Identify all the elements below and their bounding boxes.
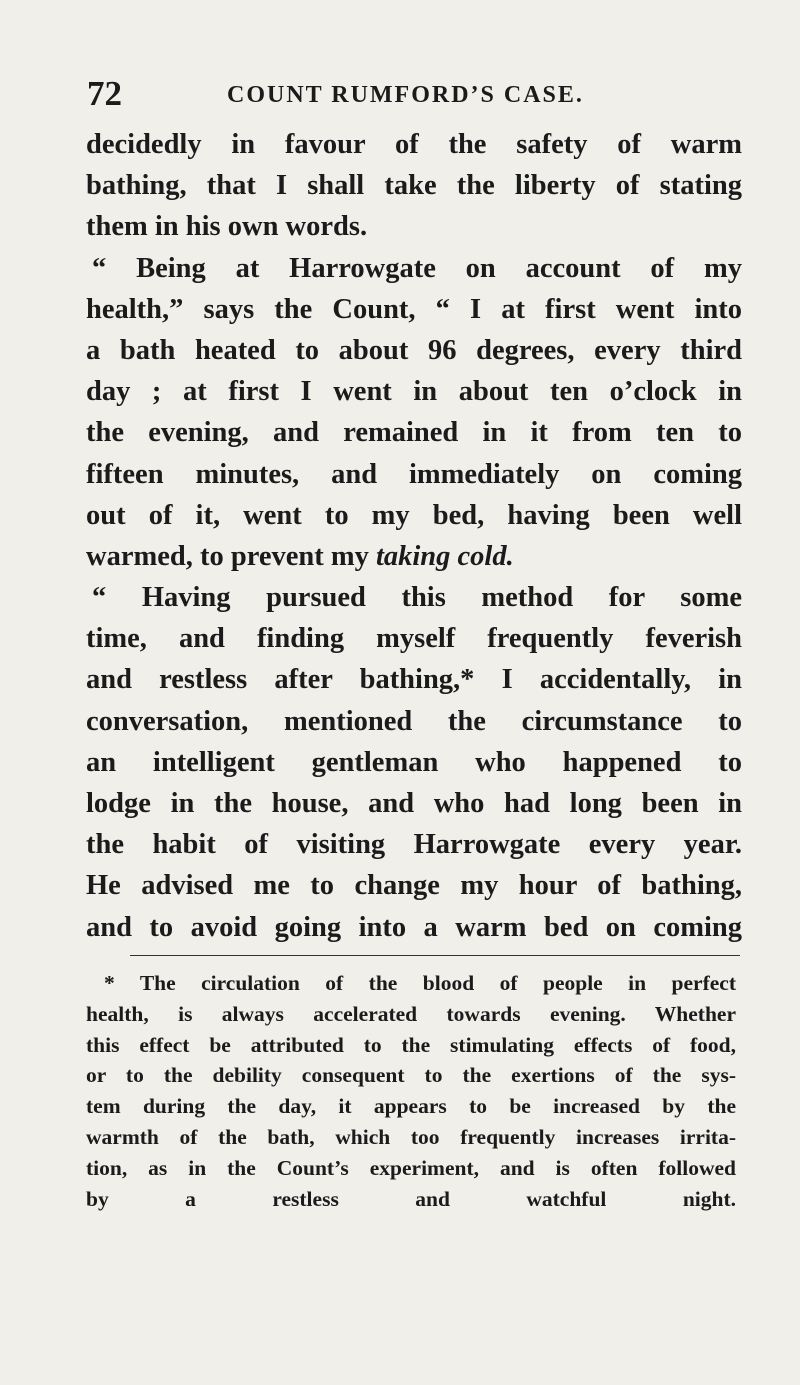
footnote-line: by a restless and watchful night. — [86, 1186, 736, 1211]
text-line: and to avoid going into a warm bed on coming — [86, 911, 742, 943]
text-line: day ; at first I went in about ten o’clock in — [86, 376, 742, 408]
footnote-line: this effect be attributed to the stimulating effects of food, — [86, 1032, 736, 1057]
text-line-start: warmed, to prevent my — [86, 540, 376, 572]
footnote-divider — [130, 955, 740, 956]
text-line: time, and finding myself frequently feverish — [86, 623, 742, 655]
page-header — [87, 74, 727, 114]
text-line: fifteen minutes, and immediately on coming — [86, 458, 742, 490]
footnote — [86, 968, 736, 1214]
italic-phrase: taking cold. — [375, 540, 514, 572]
text-line: bathing, that I shall take the liberty of stating — [86, 170, 742, 202]
text-line: and restless after bathing,* I accidentally, in — [86, 664, 742, 696]
text-line: lodge in the house, and who had long been in — [86, 788, 742, 819]
footnote-line: tem during the day, it appears to be increased by the — [86, 1094, 736, 1119]
text-line: “ Having pursued this method for some — [92, 582, 742, 614]
text-line: out of it, went to my bed, having been well — [86, 499, 742, 531]
text-line: decidedly in favour of the safety of warm — [86, 129, 742, 160]
text-line: the habit of visiting Harrowgate every year. — [86, 829, 742, 861]
text-line: health,” says the Count, “ I at first went into — [86, 293, 742, 325]
text-line: a bath heated to about 96 degrees, every third — [86, 334, 742, 366]
body-text — [86, 124, 742, 948]
text-line: the evening, and remained in it from ten to — [86, 417, 742, 449]
footnote-line: * The circulation of the blood of people in perfect — [104, 971, 736, 995]
footnote-line: tion, as in the Count’s experiment, and is often followed — [86, 1155, 736, 1180]
text-line: He advised me to change my hour of bathing, — [86, 870, 742, 902]
text-line: conversation, mentioned the circumstance to — [86, 705, 742, 737]
text-line: an intelligent gentleman who happened to — [86, 746, 742, 778]
text-line: “ Being at Harrowgate on account of my — [92, 252, 742, 284]
footnote-line: or to the debility consequent to the exertions of the sys- — [86, 1063, 736, 1088]
text-line — [86, 536, 742, 577]
footnote-line: health, is always accelerated towards evening. Whether — [86, 1001, 736, 1026]
footnote-line: warmth of the bath, which too frequently increases irrita- — [86, 1124, 736, 1149]
running-head: COUNT RUMFORD’S CASE. — [227, 82, 584, 108]
text-line: them in his own words. — [86, 211, 368, 243]
page-number: 72 — [87, 74, 122, 113]
